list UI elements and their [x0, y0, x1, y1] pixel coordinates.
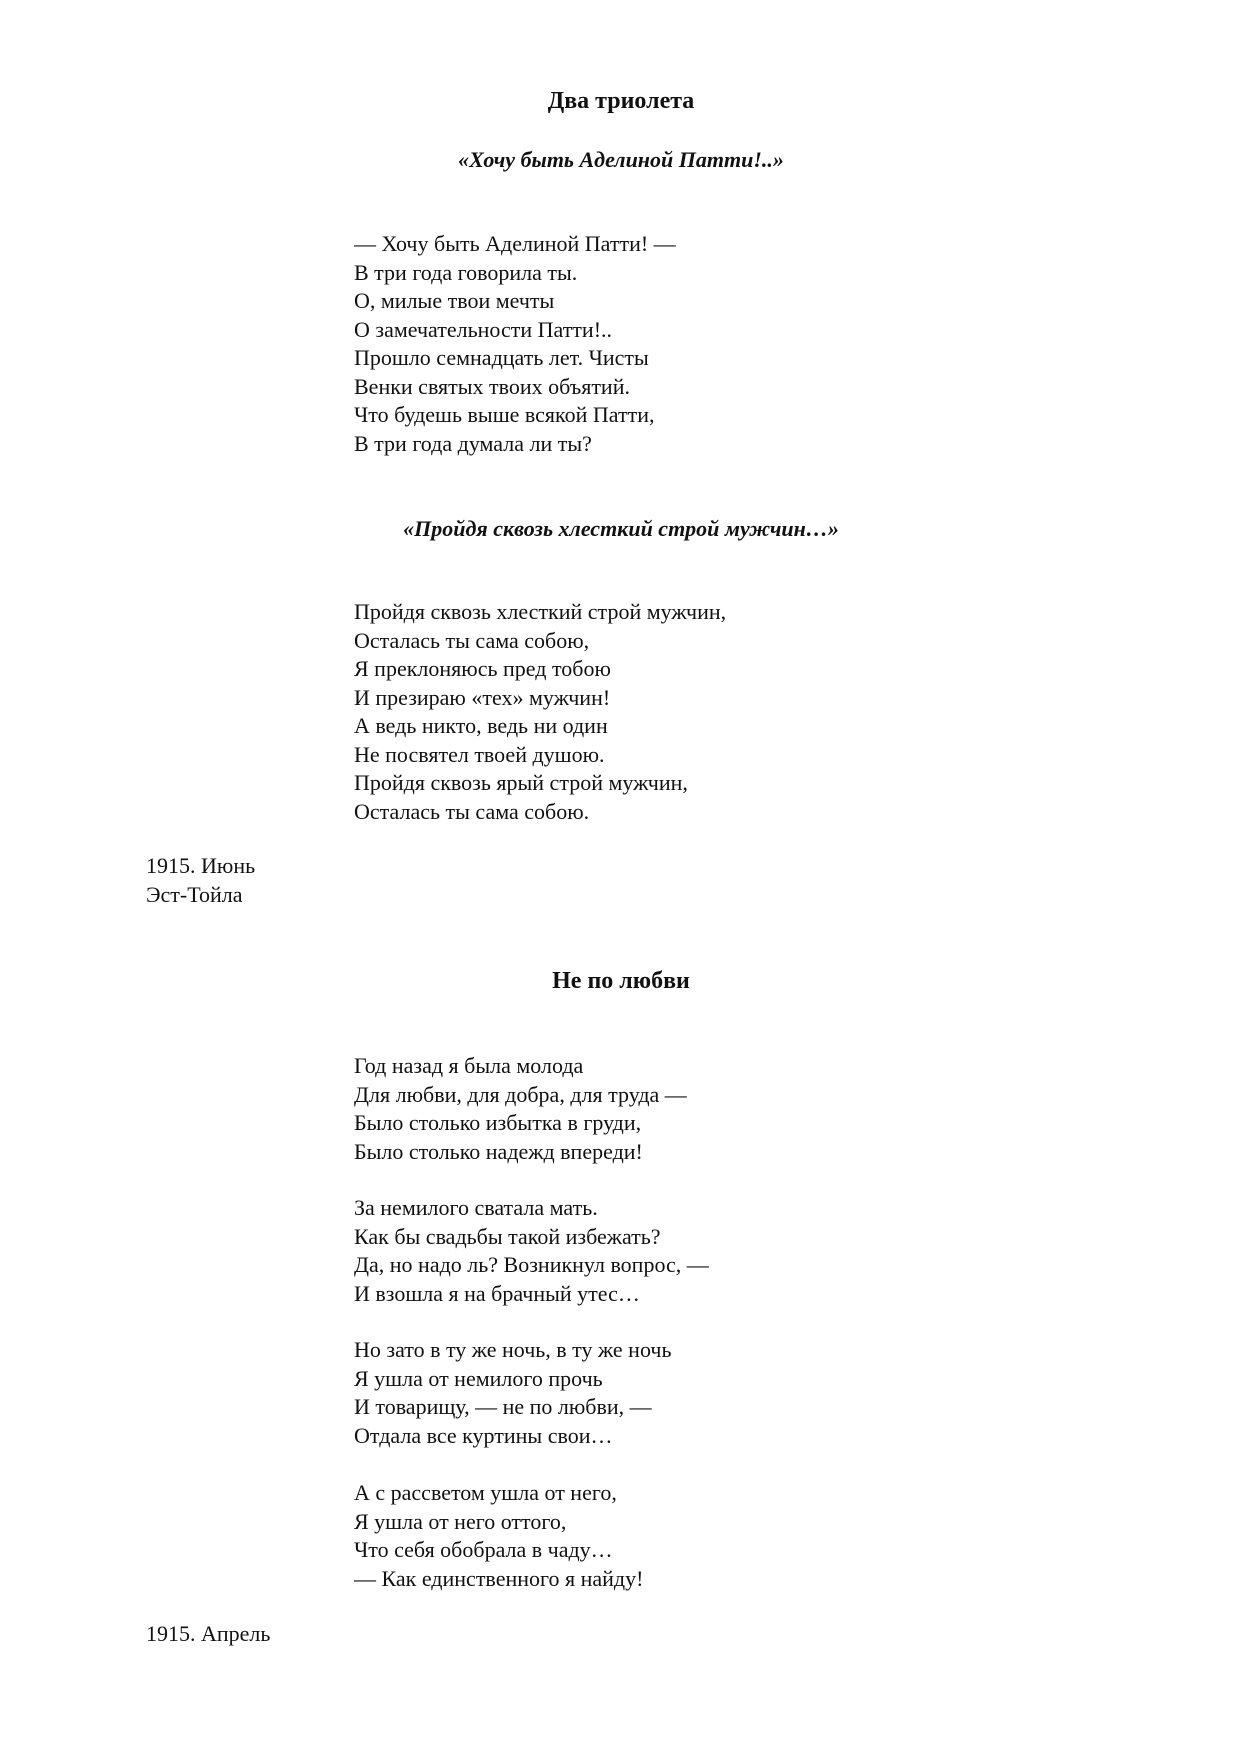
verse-line: Осталась ты сама собою. — [354, 798, 590, 824]
verse-line: Что будешь выше всякой Патти, — [354, 402, 655, 427]
verse-line: И товарищу, — не по любви, — — [354, 1394, 652, 1419]
verse-line: Я ушла от него оттого, — [354, 1508, 567, 1534]
verse-line: Да, но надо ль? Возникнул вопрос, — — [354, 1252, 709, 1277]
poem-2-stanza-1 — [354, 1052, 687, 1166]
verse-line: — Хочу быть Аделиной Патти! — — [354, 231, 676, 256]
poem-2-dateline — [146, 1620, 270, 1649]
verse-line: Но зато в ту же ночь, в ту же ночь — [354, 1337, 672, 1362]
verse-line: В три года говорила ты. — [354, 259, 578, 285]
triolet-2-subtitle: «Пройдя сквозь хлесткий строй мужчин…» — [403, 516, 839, 541]
verse-line: За немилого сватала мать. — [354, 1195, 598, 1220]
verse-line: Я ушла от немилого прочь — [354, 1365, 603, 1391]
verse-line: А ведь никто, ведь ни один — [354, 713, 608, 738]
verse-line: Как бы свадьбы такой избежать? — [354, 1223, 661, 1249]
verse-line: Для любви, для добра, для труда — — [354, 1081, 687, 1107]
triolet-2-stanza — [354, 598, 726, 826]
verse-line: Пройдя сквозь хлесткий строй мужчин, — [354, 599, 727, 624]
verse-line: Что себя обобрала в чаду… — [354, 1537, 613, 1562]
poem-2-stanza-2 — [354, 1194, 709, 1308]
verse-line: О замечательности Патти!.. — [354, 316, 613, 342]
poem-date: 1915. Июнь — [146, 853, 256, 878]
poem-title: Два триолета — [547, 88, 695, 114]
poem-2-stanza-4 — [354, 1479, 643, 1593]
poem-title: Не по любви — [552, 968, 690, 994]
verse-line: Было столько избытка в груди, — [354, 1110, 642, 1135]
verse-line: А с рассветом ушла от него, — [354, 1480, 617, 1505]
triolet-1-subtitle: «Хочу быть Аделиной Патти!..» — [458, 147, 784, 172]
verse-line: Пройдя сквозь ярый строй мужчин, — [354, 770, 688, 795]
poem-1-dateline — [146, 852, 255, 909]
verse-line: Год назад я была молода — [354, 1053, 584, 1078]
verse-line: Отдала все куртины свои… — [354, 1422, 613, 1448]
verse-line: Было столько надежд впереди! — [354, 1138, 643, 1164]
verse-line: Венки святых твоих объятий. — [354, 373, 630, 399]
verse-line: Не посвятел твоей душою. — [354, 741, 605, 767]
verse-line: Я преклоняюсь пред тобою — [354, 656, 611, 681]
verse-line: Осталась ты сама собою, — [354, 627, 590, 653]
verse-line: И взошла я на брачный утес… — [354, 1280, 640, 1306]
poem-date: 1915. Апрель — [146, 1621, 271, 1646]
verse-line: И презираю «тех» мужчин! — [354, 684, 611, 710]
poem-2-stanza-3 — [354, 1336, 671, 1450]
poem-place: Эст-Тойла — [146, 881, 243, 907]
verse-line: — Как единственного я найду! — [354, 1565, 644, 1591]
verse-line: Прошло семнадцать лет. Чисты — [354, 345, 649, 370]
verse-line: О, милые твои мечты — [354, 288, 555, 313]
verse-line: В три года думала ли ты? — [354, 430, 592, 456]
triolet-1-stanza — [354, 230, 676, 458]
